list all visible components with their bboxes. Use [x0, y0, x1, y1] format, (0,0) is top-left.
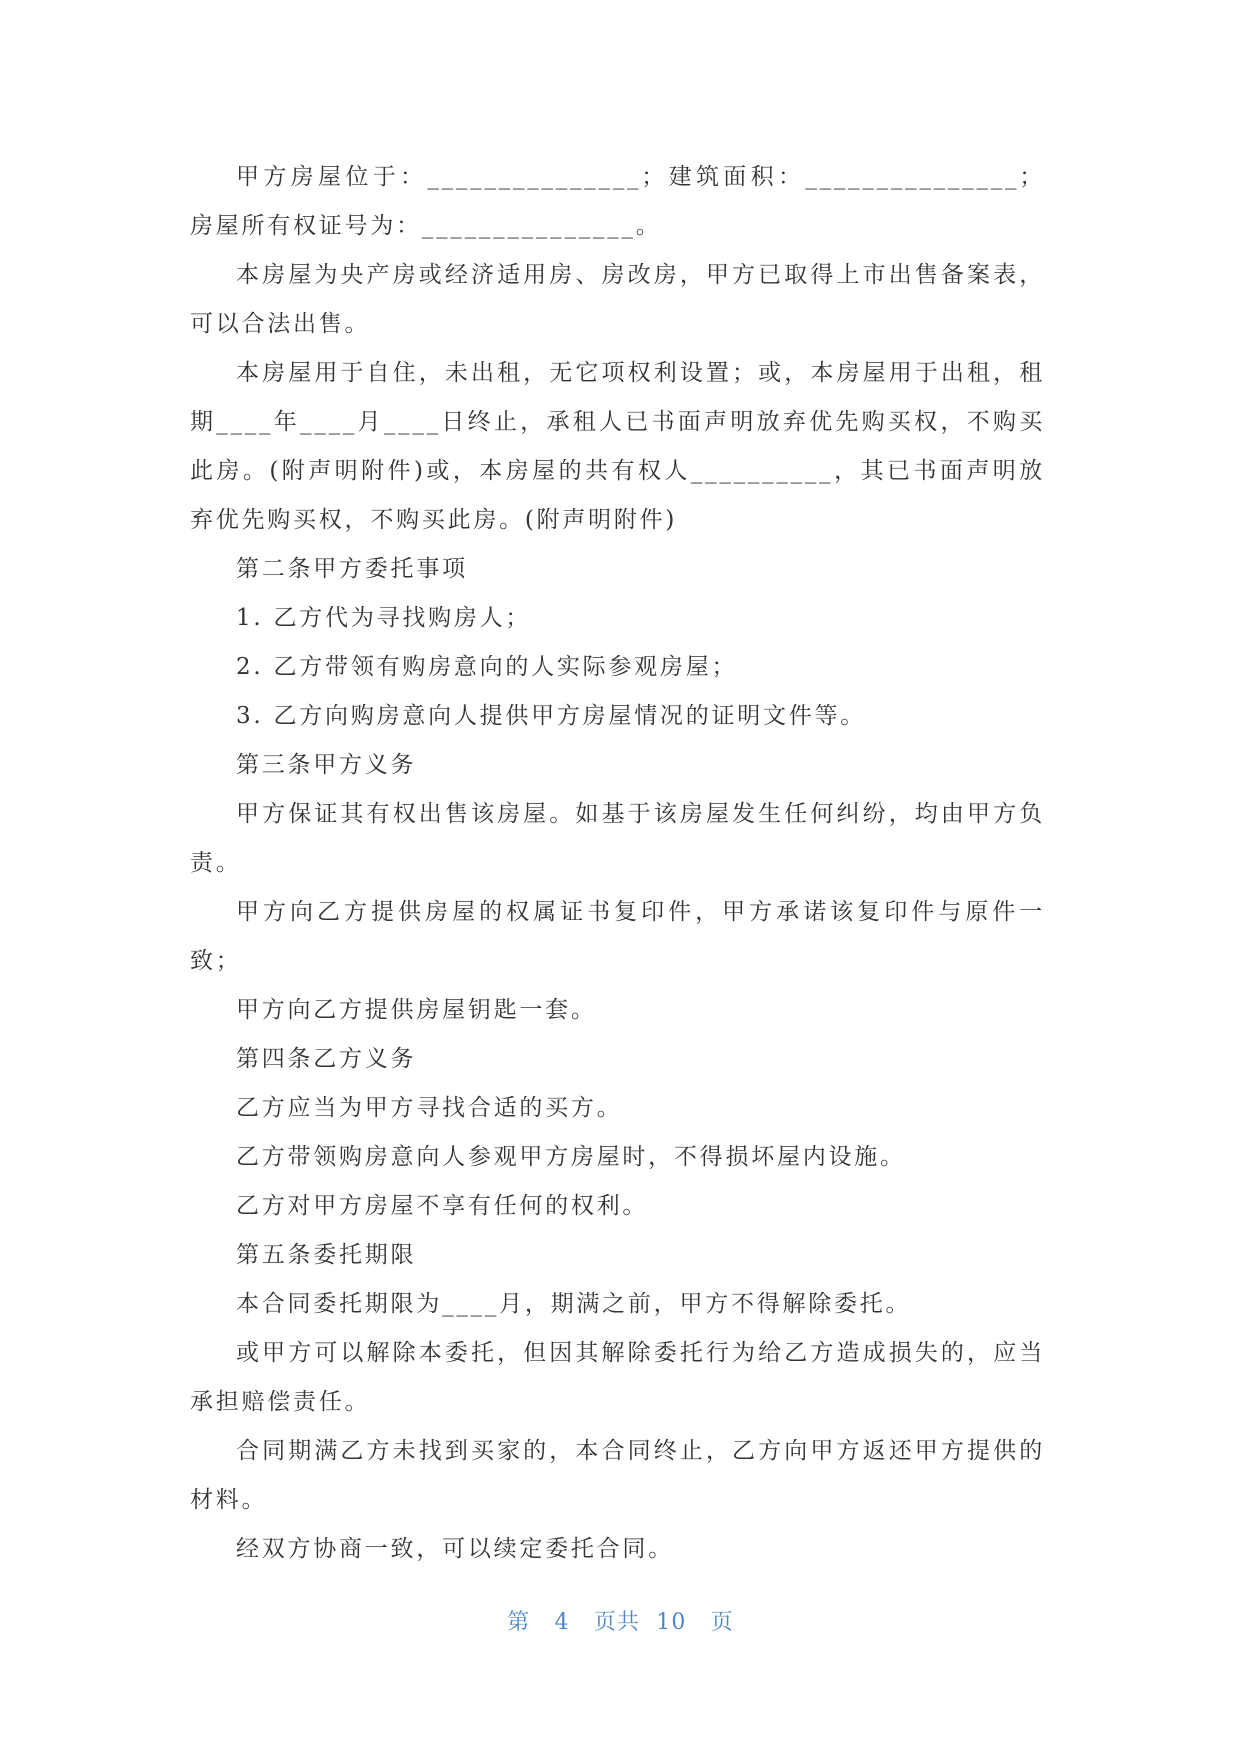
paragraph-renewal: 经双方协商一致，可以续定委托合同。	[236, 1536, 674, 1562]
section-heading-article-3: 第三条甲方义务	[236, 752, 417, 778]
paragraph-contract-expiry: 合同期满乙方未找到买家的，本合同终止，乙方向甲方返还甲方提供的材料。	[190, 1438, 1045, 1513]
paragraph-party-b-no-rights: 乙方对甲方房屋不享有任何的权利。	[236, 1193, 649, 1219]
list-item-1: 1. 乙方代为寻找购房人；	[236, 605, 532, 631]
document-body	[190, 153, 1045, 1574]
page-footer	[0, 1608, 1241, 1638]
footer-middle: 页共	[593, 1610, 641, 1635]
paragraph-party-b-find-buyer: 乙方应当为甲方寻找合适的买方。	[236, 1095, 623, 1121]
paragraph-property-type: 本房屋为央产房或经济适用房、房改房，甲方已取得上市出售备案表，可以合法出售。	[190, 262, 1045, 337]
paragraph-party-a-documents: 甲方向乙方提供房屋的权属证书复印件，甲方承诺该复印件与原件一致；	[190, 899, 1045, 974]
footer-suffix: 页	[710, 1610, 734, 1635]
paragraph-property-use: 本房屋用于自住，未出租，无它项权利设置；或，本房屋用于出租，租期____年____月____日终止，承租人已书面声明放弃优先购买权，不购买此房。(附声明附件)或，本房屋的共有权人__________，其已书面声明放弃优先购买权，不购买此房。(附声明附件)	[190, 360, 1045, 533]
list-item-2: 2. 乙方带领有购房意向的人实际参观房屋；	[236, 654, 738, 680]
paragraph-party-b-viewing: 乙方带领购房意向人参观甲方房屋时，不得损坏屋内设施。	[236, 1144, 906, 1170]
list-item-3: 3. 乙方向购房意向人提供甲方房屋情况的证明文件等。	[236, 703, 867, 729]
paragraph-party-a-guarantee: 甲方保证其有权出售该房屋。如基于该房屋发生任何纠纷，均由甲方负责。	[190, 801, 1045, 876]
section-heading-article-5: 第五条委托期限	[236, 1242, 417, 1268]
footer-total-pages: 10	[656, 1610, 687, 1635]
paragraph-party-a-keys: 甲方向乙方提供房屋钥匙一套。	[236, 997, 597, 1023]
footer-prefix: 第	[507, 1610, 531, 1635]
section-heading-article-4: 第四条乙方义务	[236, 1046, 417, 1072]
section-heading-article-2: 第二条甲方委托事项	[236, 556, 468, 582]
paragraph-term-length: 本合同委托期限为____月，期满之前，甲方不得解除委托。	[236, 1291, 912, 1317]
paragraph-termination-liability: 或甲方可以解除本委托，但因其解除委托行为给乙方造成损失的，应当承担赔偿责任。	[190, 1340, 1045, 1415]
paragraph-property-location: 甲方房屋位于：_______________；建筑面积：_______________；房屋所有权证号为：_______________。	[190, 164, 1045, 239]
footer-current-page: 4	[554, 1610, 570, 1635]
